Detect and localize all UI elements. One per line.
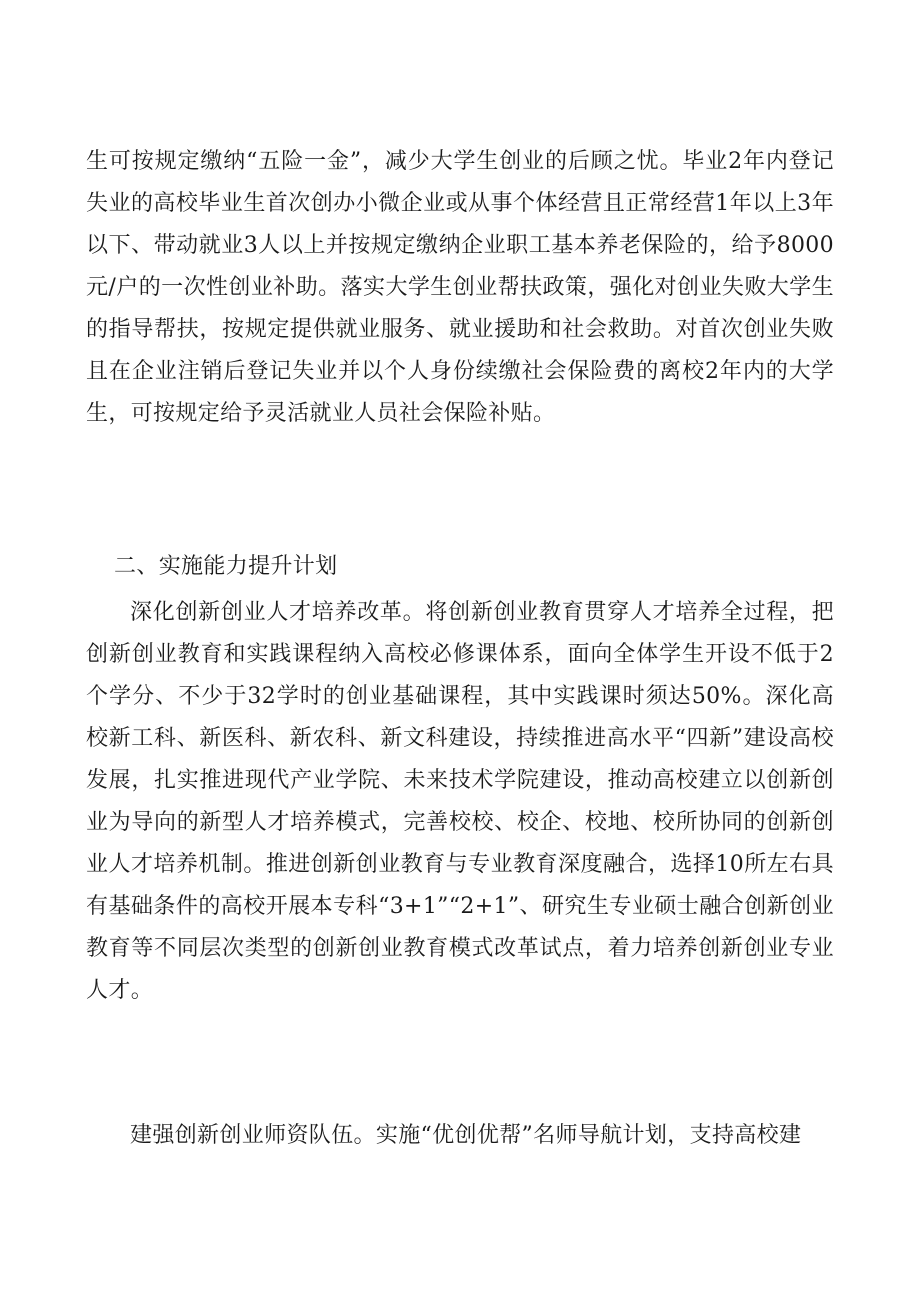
section-heading: 二、实施能力提升计划 <box>114 554 338 579</box>
body-paragraph: 建强创新创业师资队伍。实施“优创优帮”名师导航计划，支持高校建 <box>130 1123 802 1148</box>
body-paragraph: 生可按规定缴纳“五险一金”，减少大学生创业的后顾之忧。毕业2年内登记失业的高校毕业生首次创办小微企业或从事个体经营且正常经营1年以上3年以下、带动就业3人以上并按规定缴纳企业职工基本养老保险的，给予8000元/户的一次性创业补助。落实大学生创业帮扶政策，强化对创业失败大学生的指导帮扶，按规定提供就业服务、就业援助和社会救助。对首次创业失败且在企业注销后登记失业并以个人身份续缴社会保险费的离校2年内的大学生，可按规定给予灵活就业人员社会保险补贴。 <box>86 149 834 426</box>
document-page <box>86 0 834 1301</box>
body-paragraph: 深化创新创业人才培养改革。将创新创业教育贯穿人才培养全过程，把创新创业教育和实践课程纳入高校必修课体系，面向全体学生开设不低于2个学分、不少于32学时的创业基础课程，其中实践课时须达50%。深化高校新工科、新医科、新农科、新文科建设，持续推进高水平“四新”建设高校发展，扎实推进现代产业学院、未来技术学院建设，推动高校建立以创新创业为导向的新型人才培养模式，完善校校、校企、校地、校所协同的创新创业人才培养机制。推进创新创业教育与专业教育深度融合，选择10所左右具有基础条件的高校开展本专科“3+1”“2+1”、研究生专业硕士融合创新创业教育等不同层次类型的创新创业教育模式改革试点，着力培养创新创业专业人才。 <box>86 600 834 1003</box>
